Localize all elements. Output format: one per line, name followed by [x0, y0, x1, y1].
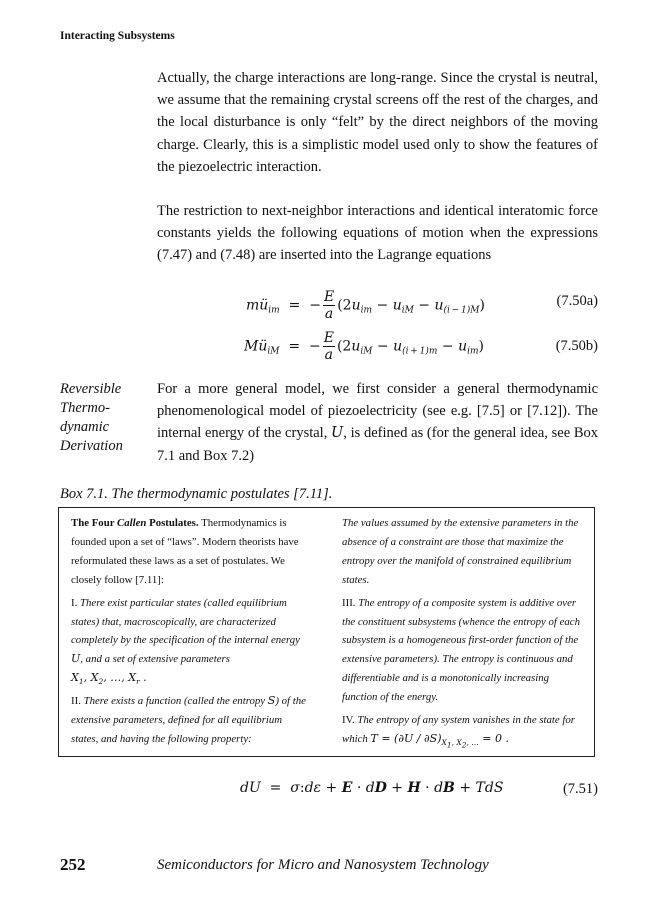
equation-7-50a: $mü_{im}$ = − $\frac{E}{a}$ $(2u_{im} - u_{iM} - u_{(i - 1)M})$: [246, 289, 485, 322]
postulate-2-continued: The values assumed by the extensive parameters in the absence of a constraint are those that maximize the entropy over the manifold of constrained equilibrium states.: [342, 517, 579, 586]
paragraph-charge-interactions: Actually, the charge interactions are long-range. Since the crystal is neutral, we assume that the remaining crystal screens off the rest of the charges, and the local disturbance is only “felt” by the direct neighbors of the moving charge. Clearly, this is a simplistic model used only to show the features of the piezoelectric interaction.: [157, 70, 598, 175]
margin-note-line: Thermo-: [60, 400, 110, 416]
equation-number-7-50a: (7.50a): [556, 293, 598, 309]
box-thermodynamic-postulates: [58, 507, 595, 757]
equation-7-51: dU = σ:dε + E · dD + H · dB + TdS: [240, 780, 504, 796]
postulate-4: IV. The entropy of any system vanishes in the state for which $T = (\partial U / \partial S)_{X_1, X_2, \dots} = 0$ .: [342, 714, 576, 750]
page-number: 252: [60, 855, 86, 874]
box-heading: Postulates.: [146, 517, 199, 529]
margin-note-line: Derivation: [60, 438, 123, 454]
margin-note-line: Reversible: [60, 381, 122, 397]
paragraph-text: For a more general model, we first consider a general thermodynamic phenomenological model of piezoelectricity (see e.g. [7.5] or [7.12]). The internal energy of the crystal,: [157, 381, 598, 442]
extensive-parameters-formula: $X_1$, $X_2$, …, $X_r$ .: [71, 671, 147, 687]
book-title: Semiconductors for Micro and Nanosystem Technology: [157, 857, 489, 873]
paragraph-general-model: [157, 378, 598, 467]
symbol-U: U: [331, 425, 344, 442]
equation-7-50b: $Mü_{iM}$ = − $\frac{E}{a}$ $(2u_{iM} - u_{(i + 1)m} - u_{im})$: [244, 330, 484, 363]
box-intro-text: Thermodynamics is founded upon a set of “laws”. Modern theorists have reformulated these laws as a set of postulates. We closely follow [7.11]:: [71, 517, 299, 586]
margin-note: [60, 380, 150, 456]
postulate-1: I. There exist particular states (called equilibrium states) that, macroscopically, are characterized completely by the specification of the internal energy U, and a set of extensive parameters $X_1$, $X_2$, …, $X_r$ . II. There exists a function (called the entropy S) of the extensive parameters, defined for all equilibrium states, and having the following property:: [71, 596, 306, 746]
paragraph-next-neighbor: The restriction to next-neighbor interactions and identical interatomic force constants yields the following equations of motion when the expressions (7.47) and (7.48) are inserted into the Lagrange equations: [157, 203, 598, 264]
paragraph-text: , is defined as (for the general idea, see Box 7.1 and Box 7.2): [157, 425, 598, 464]
margin-note-line: dynamic: [60, 419, 110, 435]
box-caption: Box 7.1. The thermodynamic postulates [7.11].: [60, 486, 333, 502]
running-header: Interacting Subsystems: [60, 30, 175, 42]
box-heading: The Four: [71, 517, 117, 529]
postulate-4-formula: $T = (\partial U / \partial S)_{X_1, X_2, \dots} = 0$ .: [370, 731, 510, 750]
box-heading-callen: Callen: [117, 517, 147, 529]
postulate-3: III. The entropy of a composite system is additive over the constituent subsystems (whence the entropy of each subsystem is a homogeneous first-order function of the extensive parameters). The entropy is continuous and differentiable and is a monotonically increasing function of the energy.: [342, 596, 580, 704]
equation-number-7-51: (7.51): [562, 781, 598, 797]
equation-number-7-50b: (7.50b): [555, 338, 598, 354]
box-left-column: [71, 514, 311, 753]
box-intro: [71, 514, 311, 590]
box-right-column: [342, 514, 582, 760]
